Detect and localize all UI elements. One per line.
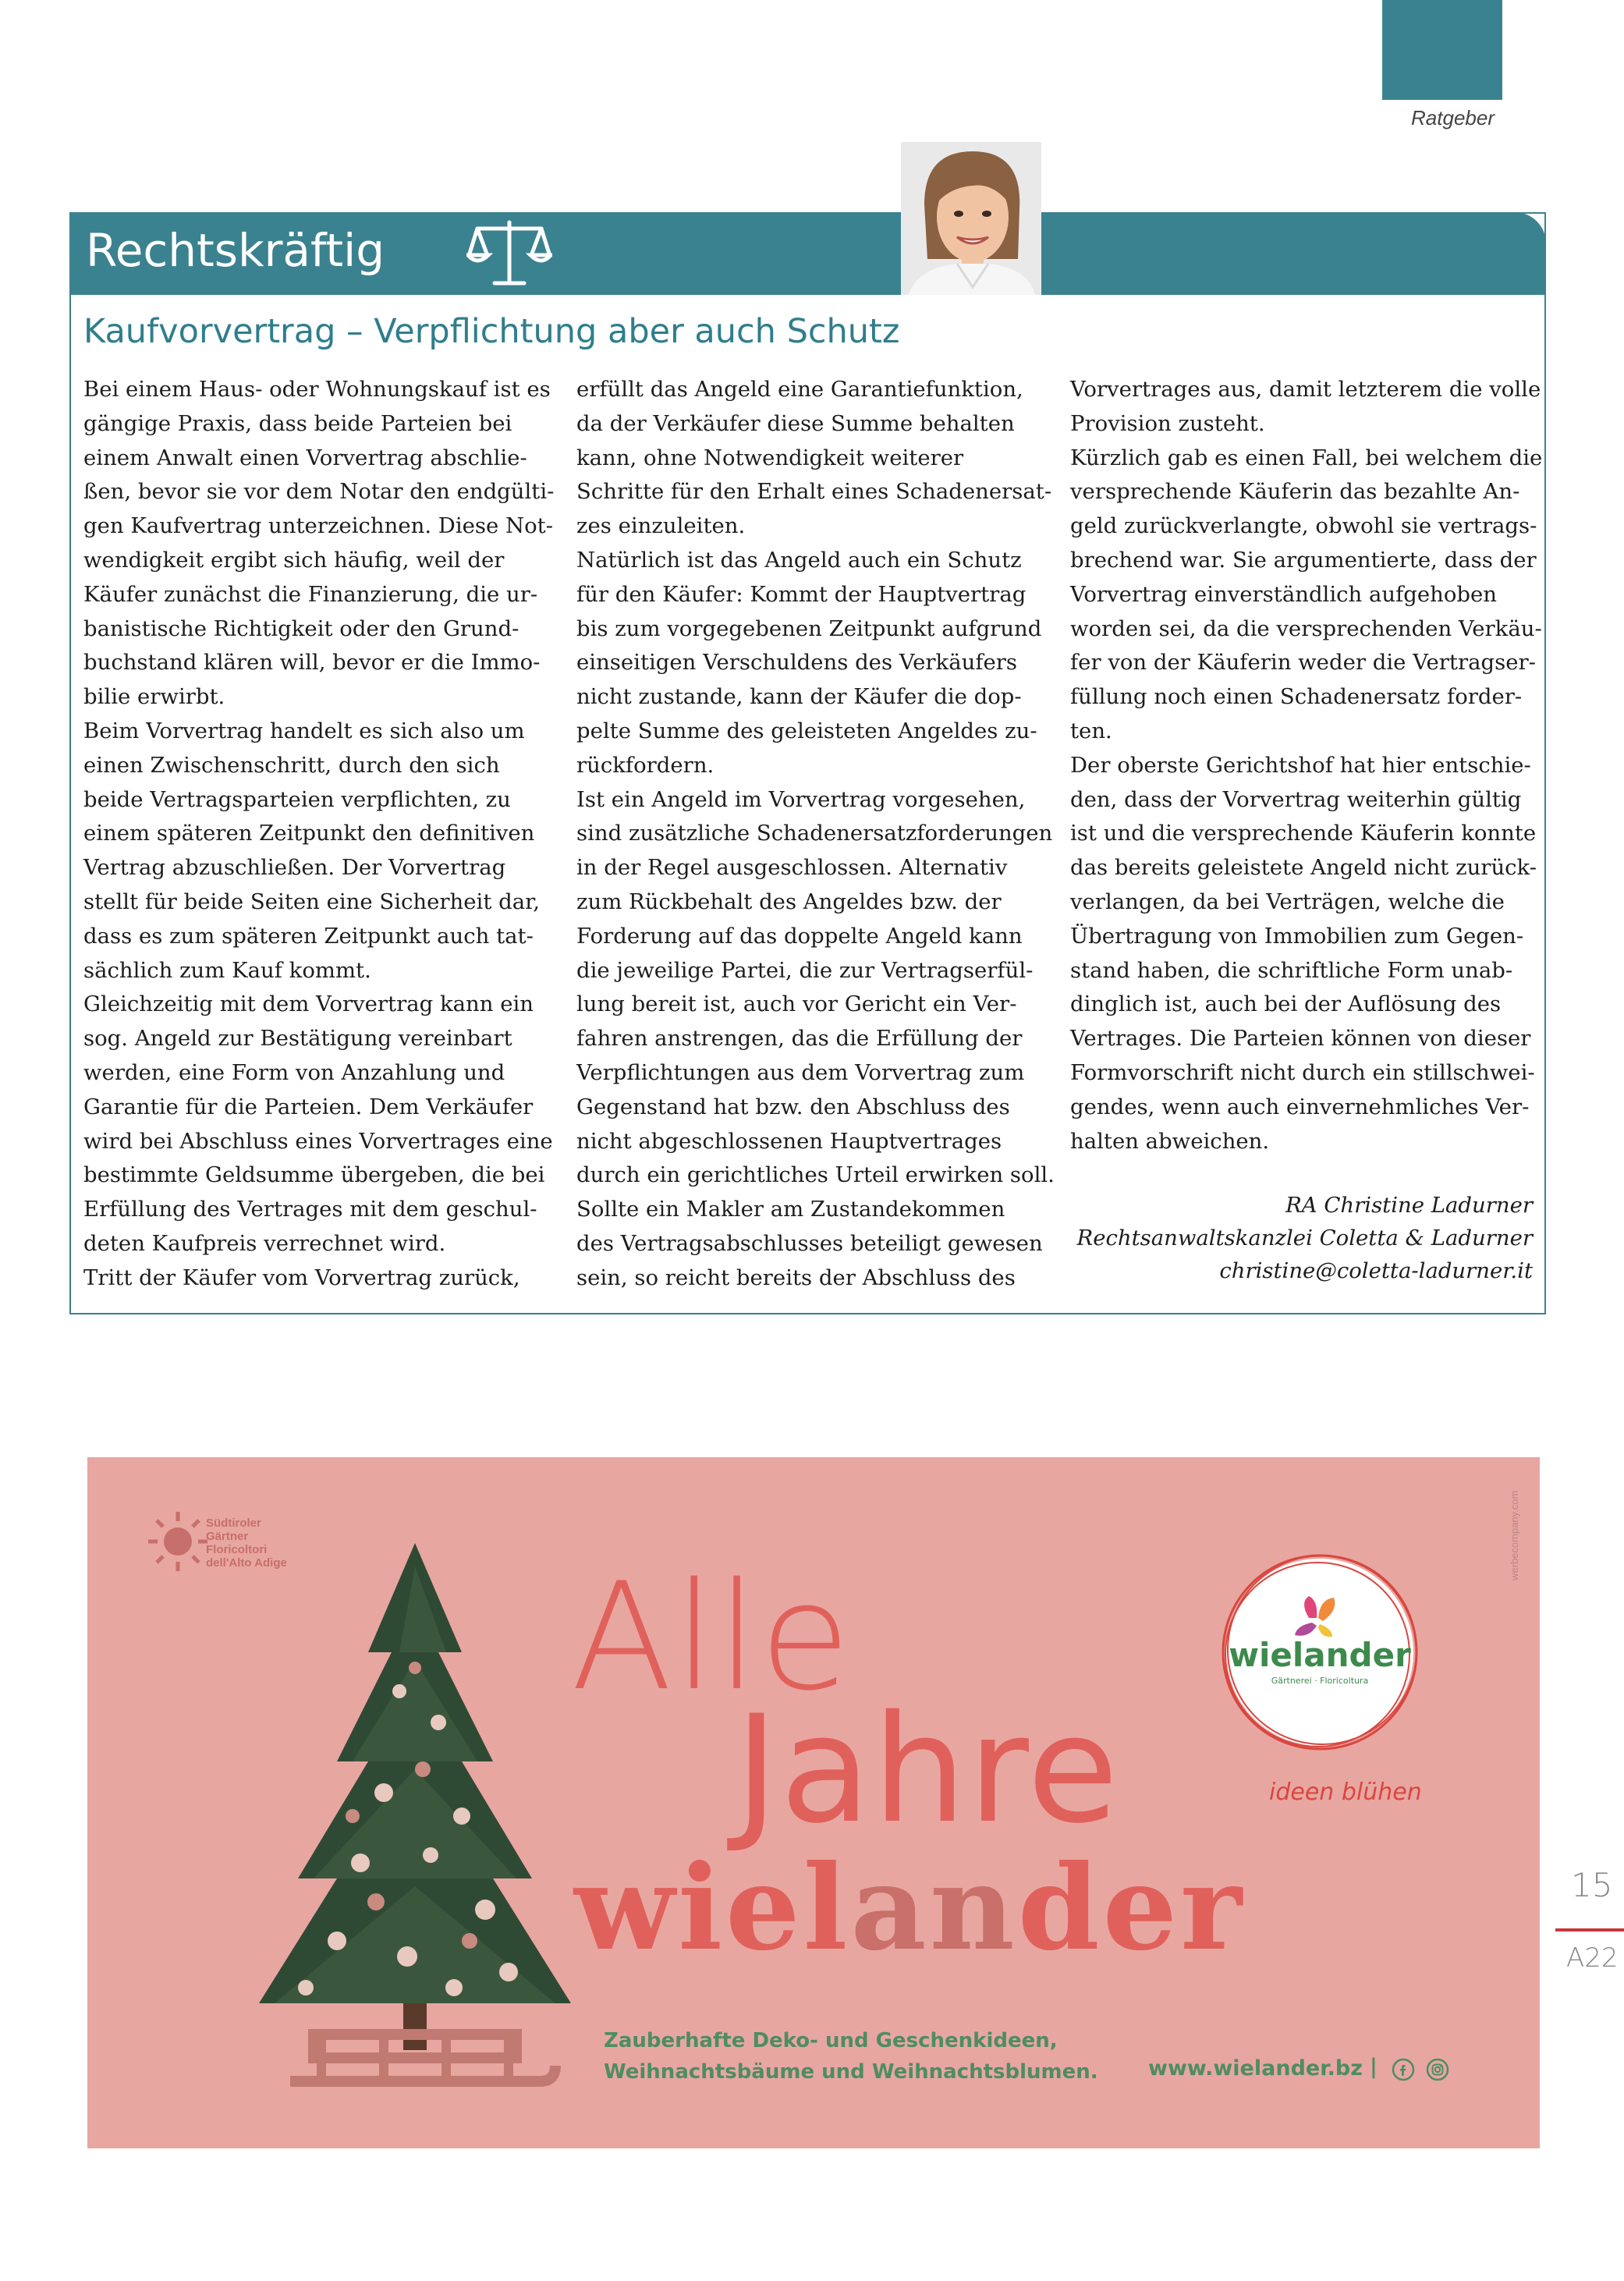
section-tab bbox=[1382, 0, 1502, 100]
article-line: wird bei Abschluss eines Vorvertrages eine bbox=[83, 1128, 553, 1154]
article-line: Käufer zunächst die Finanzierung, die ur- bbox=[83, 581, 538, 607]
article-line: zum Rückbehalt des Angeldes bzw. der bbox=[576, 889, 1002, 914]
article-line: Ist ein Angeld im Vorvertrag vorgesehen, bbox=[576, 786, 1026, 812]
christmas-tree-image bbox=[228, 1535, 602, 2128]
article-line: das bereits geleistete Angeld nicht zurück- bbox=[1070, 855, 1537, 881]
page-number-rule bbox=[1555, 1928, 1624, 1932]
article-line: bilie erwirbt. bbox=[83, 684, 225, 710]
article-line: ten. bbox=[1070, 718, 1112, 743]
ad-slogan: ideen blühen bbox=[1269, 1779, 1422, 1806]
article-line: sächlich zum Kauf kommt. bbox=[83, 957, 371, 983]
article-column-1 bbox=[83, 373, 555, 1296]
article-line: Erfüllung des Vertrages mit dem geschul- bbox=[83, 1197, 537, 1222]
article-line: deten Kaufpreis verrechnet wird. bbox=[83, 1230, 446, 1256]
article-line: geld zurückverlangte, obwohl sie vertrags- bbox=[1070, 513, 1537, 539]
scales-icon bbox=[466, 218, 552, 289]
article-line: werden, eine Form von Anzahlung und bbox=[83, 1059, 505, 1085]
article-line: Garantie für die Parteien. Dem Verkäufer bbox=[83, 1094, 534, 1119]
article-line: worden sei, da die versprechenden Verkäu- bbox=[1070, 615, 1542, 641]
article-line: Vertrag abzuschließen. Der Vorvertrag bbox=[83, 855, 506, 881]
article-line: Vorvertrag einverständlich aufgehoben bbox=[1070, 581, 1498, 607]
author-firm: Rechtsanwaltskanzlei Coletta & Ladurner bbox=[1076, 1226, 1533, 1250]
article-line: Der oberste Gerichtshof hat hier entschie- bbox=[1070, 752, 1531, 778]
ad-tagline: Zauberhafte Deko- und Geschenkideen, Weihnachtsbäume und Weihnachtsblumen. bbox=[604, 2029, 1098, 2084]
article-line: bis zum vorgegebenen Zeitpunkt aufgrund bbox=[576, 615, 1042, 641]
wielander-logo-icon bbox=[1218, 1551, 1421, 1754]
article-line: kann, ohne Notwendigkeit weiterer bbox=[576, 445, 964, 470]
ad-website-link[interactable]: www.wielander.bz bbox=[1148, 2056, 1363, 2081]
article-line: erfüllt das Angeld eine Garantiefunktion, bbox=[576, 377, 1023, 402]
article-line: des Vertragsabschlusses beteiligt gewesen bbox=[576, 1230, 1043, 1256]
issue-label: A22 bbox=[1566, 1942, 1619, 1974]
svg-text:Gärtnerei · Floricoltura: Gärtnerei · Floricoltura bbox=[1271, 1676, 1369, 1686]
article-line: verlangen, da bei Verträgen, welche die bbox=[1070, 889, 1505, 914]
article-line: fahren anstrengen, das die Erfüllung der bbox=[576, 1026, 1023, 1052]
article-column-3 bbox=[1070, 373, 1542, 1158]
ad-brand-headline: wielander bbox=[574, 1839, 1246, 1977]
article-subtitle: Kaufvorvertrag – Verpflichtung aber auch Schutz bbox=[83, 312, 900, 351]
article-line: einen Zwischenschritt, durch den sich bbox=[83, 752, 500, 778]
article-line: sind zusätzliche Schadenersatzforderungen bbox=[576, 821, 1053, 846]
article-line: dinglich ist, auch bei der Auflösung des bbox=[1070, 992, 1502, 1017]
article-line: gendes, wenn auch einvernehmliches Ver- bbox=[1070, 1094, 1530, 1119]
article-line: wendigkeit ergibt sich häufig, weil der bbox=[83, 547, 505, 573]
article-line: einseitigen Verschuldens des Verkäufers bbox=[576, 650, 1018, 676]
article-line: dass es zum späteren Zeitpunkt auch tat- bbox=[83, 923, 534, 949]
section-label: Ratgeber bbox=[1411, 106, 1495, 129]
article-line: nicht zustande, kann der Käufer die dop- bbox=[576, 684, 1022, 710]
article-line: sein, so reicht bereits der Abschluss des bbox=[576, 1265, 1016, 1290]
ad-headline-1: Alle bbox=[571, 1551, 853, 1723]
page-number: 15 bbox=[1571, 1866, 1613, 1904]
article-line: Gleichzeitig mit dem Vorvertrag kann ein bbox=[83, 992, 534, 1017]
ad-headline-2: Jahre bbox=[735, 1683, 1120, 1856]
article-header-title: Rechtskräftig bbox=[86, 224, 385, 277]
article-line: Übertragung von Immobilien zum Gegen- bbox=[1070, 923, 1524, 949]
article-line: ist und die versprechende Käuferin konnte bbox=[1070, 821, 1537, 846]
org-name: Südtiroler Gärtner Floricoltori dell'Alto Adige bbox=[206, 1517, 287, 1570]
article-line: brechend war. Sie argumentierte, dass der bbox=[1070, 547, 1537, 573]
article-line: buchstand klären will, bevor er die Immo- bbox=[83, 650, 541, 676]
article-line: versprechende Käuferin das bezahlte An- bbox=[1070, 479, 1520, 505]
article-line: Formvorschrift nicht durch ein stillschwei- bbox=[1070, 1059, 1535, 1085]
article-line: zes einzuleiten. bbox=[576, 513, 746, 539]
article-line: halten abweichen. bbox=[1070, 1128, 1270, 1154]
article-line: Natürlich ist das Angeld auch ein Schutz bbox=[576, 547, 1022, 573]
article-line: Vertrages. Die Parteien können von dieser bbox=[1070, 1026, 1531, 1052]
ad-separator: | bbox=[1370, 2055, 1378, 2079]
article-line: Kürzlich gab es einen Fall, bei welchem die bbox=[1070, 445, 1543, 470]
article-line: da der Verkäufer diese Summe behalten bbox=[576, 410, 1015, 436]
article-line: pelte Summe des geleisteten Angeldes zu- bbox=[576, 718, 1037, 743]
article-line: füllung noch einen Schadenersatz forder- bbox=[1070, 684, 1523, 710]
article-line: Gegenstand hat bzw. den Abschluss des bbox=[576, 1094, 1010, 1119]
article-line: Sollte ein Makler am Zustandekommen bbox=[576, 1197, 1005, 1222]
agency-credit: werbecompany.com bbox=[1509, 1490, 1520, 1580]
article-line: Tritt der Käufer vom Vorvertrag zurück, bbox=[83, 1265, 520, 1290]
author-signature bbox=[987, 1189, 1533, 1287]
article-line: Schritte für den Erhalt eines Schadenersat- bbox=[576, 479, 1052, 505]
article-line: einem späteren Zeitpunkt den definitiven bbox=[83, 821, 535, 846]
article-line: gängige Praxis, dass beide Parteien bei bbox=[83, 410, 512, 436]
article-line: beide Vertragsparteien verpflichten, zu bbox=[83, 786, 511, 812]
article-line: bestimmte Geldsumme übergeben, die bei bbox=[83, 1162, 545, 1188]
author-portrait bbox=[901, 142, 1041, 295]
article-line: die jeweilige Partei, die zur Vertragserfül- bbox=[576, 957, 1034, 983]
article-line: durch ein gerichtliches Urteil erwirken soll. bbox=[576, 1162, 1055, 1188]
svg-text:wielander: wielander bbox=[1229, 1636, 1411, 1674]
article-line: Vorvertrages aus, damit letzterem die volle bbox=[1070, 377, 1541, 402]
article-line: in der Regel ausgeschlossen. Alternativ bbox=[576, 855, 1008, 881]
article-line: banistische Richtigkeit oder den Grund- bbox=[83, 615, 519, 641]
author-name: RA Christine Ladurner bbox=[1285, 1193, 1533, 1218]
article-line: gen Kaufvertrag unterzeichnen. Diese Not- bbox=[83, 513, 554, 539]
article-line: fer von der Käuferin weder die Vertragser- bbox=[1070, 650, 1536, 676]
article-line: Verpflichtungen aus dem Vorvertrag zum bbox=[576, 1059, 1025, 1085]
article-line: Provision zusteht. bbox=[1070, 410, 1265, 436]
article-line: Beim Vorvertrag handelt es sich also um bbox=[83, 718, 525, 743]
advertisement bbox=[87, 1457, 1540, 2148]
article-line: stand haben, die schriftliche Form unab- bbox=[1070, 957, 1513, 983]
article-line: Forderung auf das doppelte Angeld kann bbox=[576, 923, 1023, 949]
author-email: christine@coletta-ladurner.it bbox=[1219, 1258, 1533, 1283]
article-line: rückfordern. bbox=[576, 752, 714, 778]
article-line: Bei einem Haus- oder Wohnungskauf ist es bbox=[83, 377, 551, 402]
article-line: nicht abgeschlossenen Hauptvertrages bbox=[576, 1128, 1002, 1154]
article-column-2 bbox=[576, 373, 1055, 1296]
article-line: einem Anwalt einen Vorvertrag abschlie- bbox=[83, 445, 527, 470]
article-line: ßen, bevor sie vor dem Notar den endgülti- bbox=[83, 479, 555, 505]
article-line: sog. Angeld zur Bestätigung vereinbart bbox=[83, 1026, 512, 1052]
article-line: den, dass der Vorvertrag weiterhin gültig bbox=[1070, 786, 1522, 812]
instagram-icon[interactable] bbox=[1426, 2058, 1449, 2081]
article-line: lung bereit ist, auch vor Gericht ein Ver- bbox=[576, 992, 1017, 1017]
facebook-icon[interactable] bbox=[1392, 2058, 1415, 2081]
article-line: stellt für beide Seiten eine Sicherheit dar, bbox=[83, 889, 540, 914]
article-line: für den Käufer: Kommt der Hauptvertrag bbox=[576, 581, 1027, 607]
